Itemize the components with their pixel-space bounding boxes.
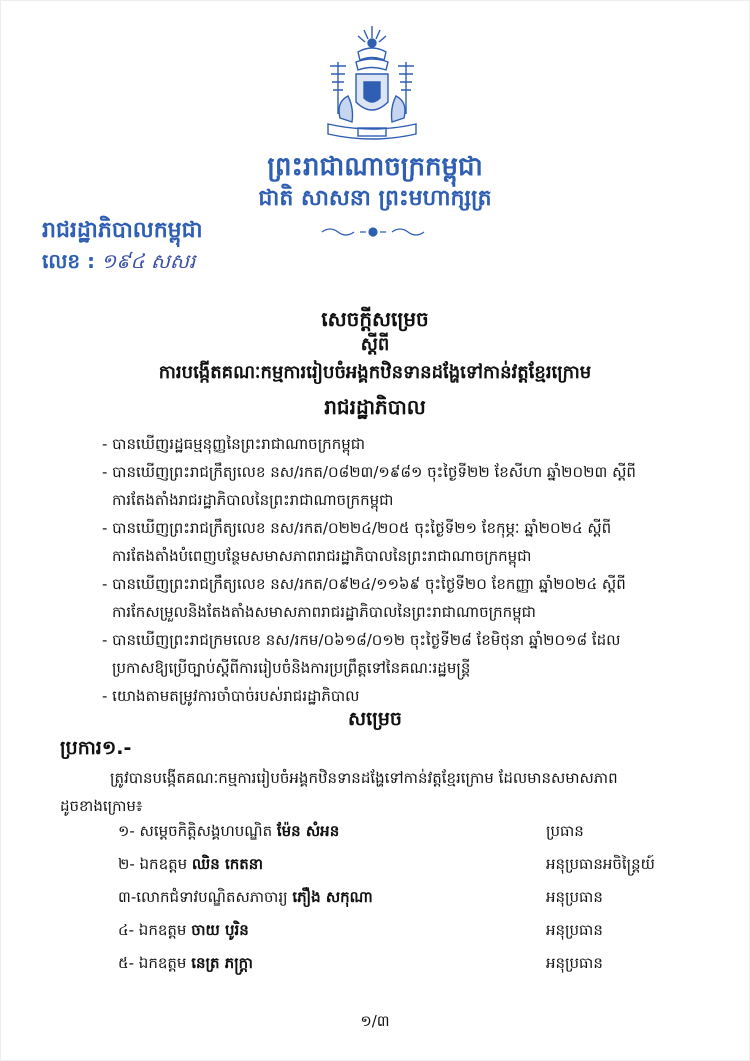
member-role: ប្រធាន (546, 822, 584, 840)
member-name: ភឿង សកុណា (292, 888, 373, 906)
member-role: អនុប្រធានអចិន្ត្រៃយ៍ (546, 855, 655, 873)
member-name: ឈិន កេតនា (191, 855, 264, 873)
member-role: អនុប្រធាន (546, 888, 603, 906)
preamble-list (102, 430, 712, 710)
decorative-ornament-icon (318, 224, 428, 240)
royal-coat-of-arms-emblem (318, 22, 426, 147)
preamble-item: - បានឃើញរដ្ឋធម្មនុញ្ញនៃព្រះរាជាណាចក្រកម្ពុជា (102, 435, 366, 453)
reference-number-handwritten: ១៩៤ សសរ (101, 249, 196, 273)
member-row: ២- ឯកឧត្តម ឈិន កេតនា អនុប្រធានអចិន្ត្រៃយ៍ (118, 855, 718, 888)
member-name: ម៉ែន សំអន (276, 822, 340, 840)
decision-heading: សម្រេច (348, 708, 402, 730)
member-row: ១- សម្តេចកិត្តិសង្គហបណ្ឌិត ម៉ែន សំអន ប្រធាន (118, 822, 718, 855)
members-list (118, 822, 718, 987)
member-name: នេត្រ ភក្ត្រា (191, 954, 253, 972)
reference-number (42, 248, 195, 278)
article-heading: ប្រការ១.- (60, 737, 132, 759)
national-motto: ជាតិ សាសនា ព្រះមហាក្សត្រ (258, 186, 492, 211)
preamble-item: - បានឃើញព្រះរាជក្រឹត្យលេខ នស/រកត/០៩២៤/១១៦៩ ចុះថ្ងៃទី២០ ខែកញ្ញា ឆ្នាំ២០២៤ ស្តីពី ការកែសម្រួលនិងតែងតាំងសមាសភាពរាជរដ្ឋាភិបាលនៃព្រះរាជាណាចក្រកម្ពុជា (102, 575, 626, 621)
government-label: រាជរដ្ឋាភិបាលកម្ពុជា (42, 218, 203, 243)
preamble-item: - យោងតាមតម្រូវការចាំបាច់របស់រាជរដ្ឋាភិបាល (102, 687, 360, 705)
member-row: ៣-លោកជំទាវបណ្ឌិតសភាចារ្យ ភឿង សកុណា អនុប្រធាន (118, 888, 718, 921)
member-role: អនុប្រធាន (546, 954, 603, 972)
member-role: អនុប្រធាន (546, 921, 603, 939)
regarding-label: ស្តីពី (360, 334, 390, 355)
member-row: ៤- ឯកឧត្តម ចាយ បូរិន អនុប្រធាន (118, 921, 718, 954)
reference-label: លេខ : (42, 249, 96, 273)
article-paragraph: ត្រូវបានបង្កើតគណៈកម្មការរៀបចំអង្គកឋិនទានដង្ហែទៅកាន់វត្តខ្មែរក្រោម ដែលមានសមាសភាព ដូចខាងក្រោម៖ (60, 769, 618, 815)
decision-subject: ការបង្កើតគណៈកម្មការរៀបចំអង្គកឋិនទានដង្ហែទៅកាន់វត្តខ្មែរក្រោម (158, 362, 592, 383)
page-number: ១/៣ (360, 1012, 390, 1030)
issuer-heading: រាជរដ្ឋាភិបាល (324, 395, 426, 419)
preamble-item: - បានឃើញព្រះរាជក្រឹត្យលេខ នស/រកត/០៨២៣/១៩៨១ ចុះថ្ងៃទី២២ ខែសីហា ឆ្នាំ២០២៣ ស្តីពី ការតែងតាំងរាជរដ្ឋាភិបាលនៃព្រះរាជាណាចក្រកម្ពុជា (102, 463, 636, 509)
preamble-item: - បានឃើញព្រះរាជក្រមលេខ នស/រកម/០៦១៨/០១២ ចុះថ្ងៃទី២៨ ខែមិថុនា ឆ្នាំ២០១៨ ដែល ប្រកាសឱ្យប្រើច្បាប់ស្តីពីការរៀបចំនិងការប្រព្រឹត្តទៅនៃគណៈរដ្ឋមន្ត្រី (102, 631, 621, 677)
preamble-item: - បានឃើញព្រះរាជក្រឹត្យលេខ នស/រកត/០២២៤/២០៥ ចុះថ្ងៃទី២១ ខែកុម្ភៈ ឆ្នាំ២០២៤ ស្តីពី ការតែងតាំងបំពេញបន្ថែមសមាសភាពរាជរដ្ឋាភិបាលនៃព្រះរាជាណាចក្រកម្ពុជា (102, 519, 612, 565)
kingdom-title: ព្រះរាជាណាចក្រកម្ពុជា (267, 152, 483, 182)
decision-title: សេចក្តីសម្រេច (321, 307, 429, 331)
member-name: ចាយ បូរិន (191, 921, 249, 939)
member-row: ៥- ឯកឧត្តម នេត្រ ភក្ត្រា អនុប្រធាន (118, 954, 718, 987)
